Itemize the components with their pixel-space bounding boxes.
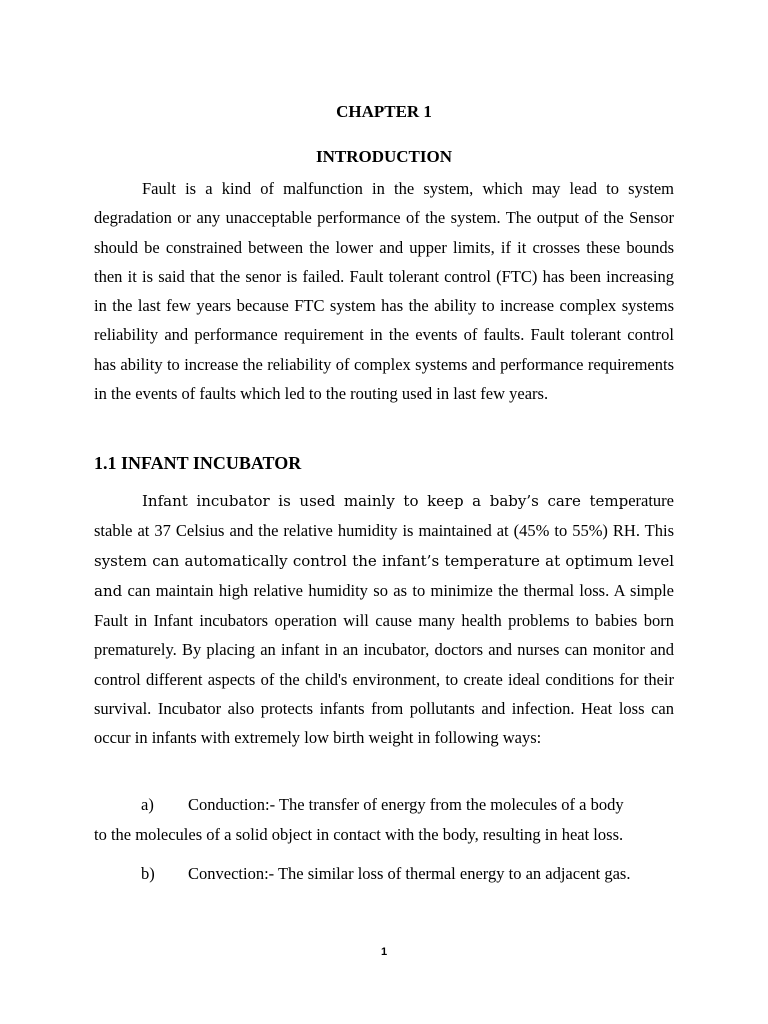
list-item-convection (94, 859, 674, 889)
intro-paragraph: Fault is a kind of malfunction in the system, which may lead to system degradation or any unacceptable performance of the system. The output of the Sensor should be constrained between the lower and upper limits, if it crosses these bounds then it is said that the senor is failed. Fault tolerant control (FTC) has been increasing in the last few years because FTC system has the ability to increase complex systems reliability and performance requirement in the events of faults. Fault tolerant control has ability to increase the reliability of complex systems and performance requirements in the events of faults which led to the routing used in last few years. (94, 179, 674, 404)
page-number: 1 (380, 946, 388, 958)
list-marker-b: b) (141, 864, 155, 883)
list-item-conduction (94, 790, 674, 850)
chapter-title: INTRODUCTION (315, 147, 453, 166)
list-item-a-first-line (94, 790, 674, 820)
section-heading: 1.1 INFANT INCUBATOR (94, 453, 302, 473)
incubator-text-run-2: erature stable at 37 Celsius and the relative humidity is maintained at (45% to 55%) RH. This (94, 491, 674, 541)
list-marker-a: a) (141, 795, 154, 814)
incubator-text-run-4: can maintain high relative humidity so as to minimize the thermal loss. A simple Fault in Infant incubators operation will cause many health problems to babies born prematurely. By placing an infant in an incubator, doctors and nurses can monitor and control different aspects of the child's environment, to create ideal conditions for their survival. Incubator also protects infants from pollutants and infection. Heat loss can occur in infants with extremely low birth weight in following ways: (94, 580, 674, 748)
incubator-paragraph (94, 486, 674, 753)
list-item-b-line1: Convection:- The similar loss of thermal energy to an adjacent gas. (188, 864, 631, 883)
incubator-text-run-3: system can automatically control the infant’s temperature at optimum level and (94, 551, 674, 600)
chapter-number: CHAPTER 1 (336, 102, 432, 121)
list-item-a-line1: Conduction:- The transfer of energy from the molecules of a body (188, 795, 624, 814)
list-item-b-first-line (94, 859, 674, 889)
incubator-text-run-1: Infant incubator is used mainly to keep a baby’s care temp (142, 492, 629, 510)
list-item-a-line2: to the molecules of a solid object in contact with the body, resulting in heat loss. (94, 825, 624, 844)
